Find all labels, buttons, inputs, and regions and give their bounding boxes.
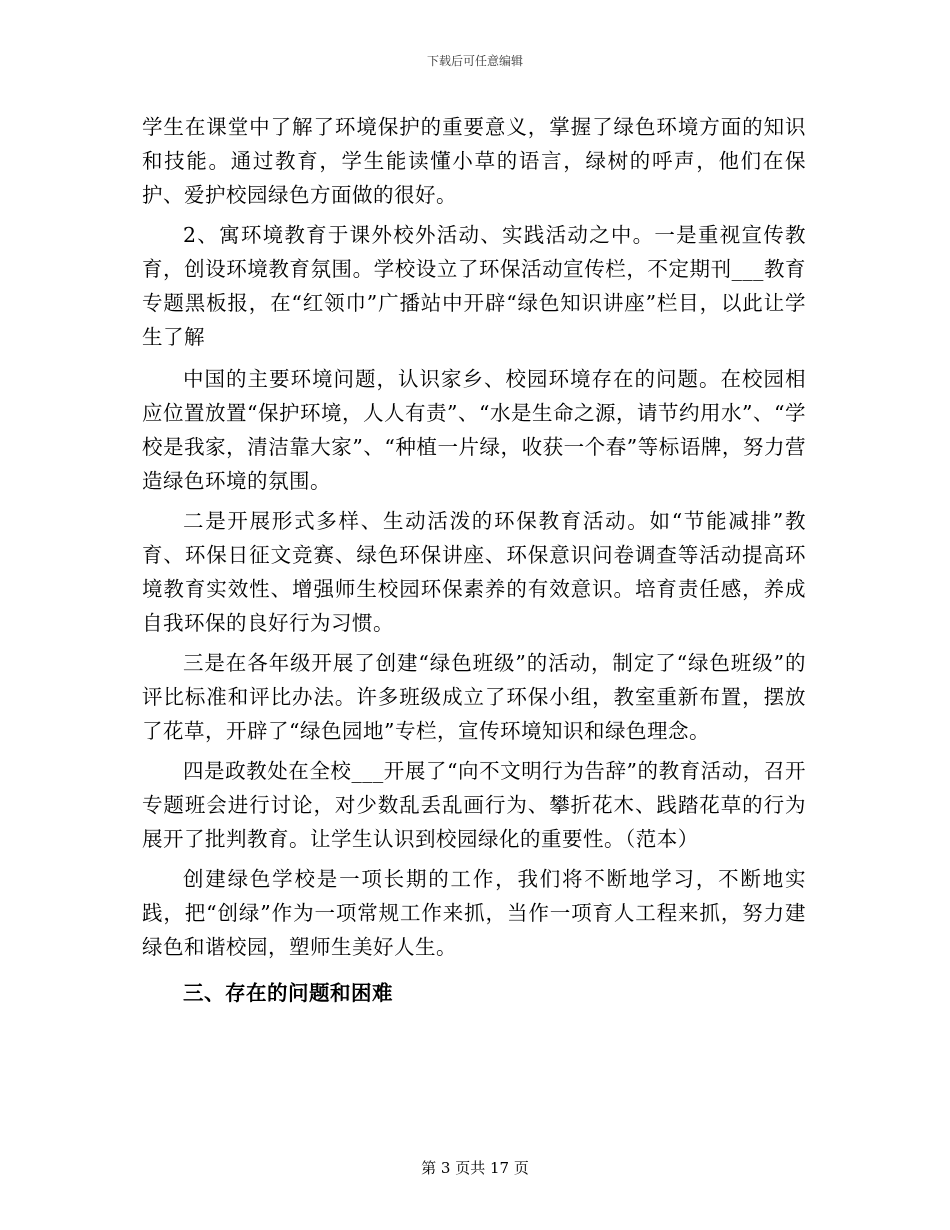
paragraph-extracurricular: 2、寓环境教育于课外校外活动、实践活动之中。一是重视宣传教育，创设环境教育氛围。学校设立了环保活动宣传栏，不定期刊___教育专题黑板报，在“红领巾”广播站中开辟“绿色知识讲座”栏目，以此让学生了解	[142, 223, 806, 349]
paragraph-activities: 二是开展形式多样、生动活泼的环保教育活动。如“节能减排”教育、环保日征文竞赛、绿色环保讲座、环保意识问卷调查等活动提高环境教育实效性、增强师生校园环保素养的有效意识。培育责任感，养成自我环保的良好行为习惯。	[142, 509, 806, 635]
document-body	[142, 110, 806, 1010]
paragraph-civility: 四是政教处在全校___开展了“向不文明行为告辞”的教育活动，召开专题班会进行讨论，对少数乱丢乱画行为、攀折花木、践踏花草的行为展开了批判教育。让学生认识到校园绿化的重要性。（范本）	[142, 759, 806, 851]
paragraph-continuation: 学生在课堂中了解了环境保护的重要意义，掌握了绿色环境方面的知识和技能。通过教育，学生能读懂小草的语言，绿树的呼声，他们在保护、爱护校园绿色方面做的很好。	[142, 115, 806, 207]
paragraph-green-class: 三是在各年级开展了创建“绿色班级”的活动，制定了“绿色班级”的评比标准和评比办法。许多班级成立了环保小组，教室重新布置，摆放了花草，开辟了“绿色园地”专栏，宣传环境知识和绿色理念。	[142, 651, 806, 743]
paragraph-conclusion: 创建绿色学校是一项长期的工作，我们将不断地学习，不断地实践，把“创绿”作为一项常规工作来抓，当作一项育人工程来抓，努力建绿色和谐校园，塑师生美好人生。	[142, 867, 806, 959]
section-heading: 三、存在的问题和困难	[183, 981, 393, 1005]
paragraph-environment-issues: 中国的主要环境问题，认识家乡、校园环境存在的问题。在校园相应位置放置“保护环境，人人有责”、“水是生命之源，请节约用水”、“学校是我家，清洁靠大家”、“种植一片绿，收获一个春”等标语牌，努力营造绿色环境的氛围。	[142, 367, 806, 493]
page-number: 第 3 页共 17 页	[421, 1159, 529, 1177]
page-header-note: 下载后可任意编辑	[426, 54, 523, 68]
